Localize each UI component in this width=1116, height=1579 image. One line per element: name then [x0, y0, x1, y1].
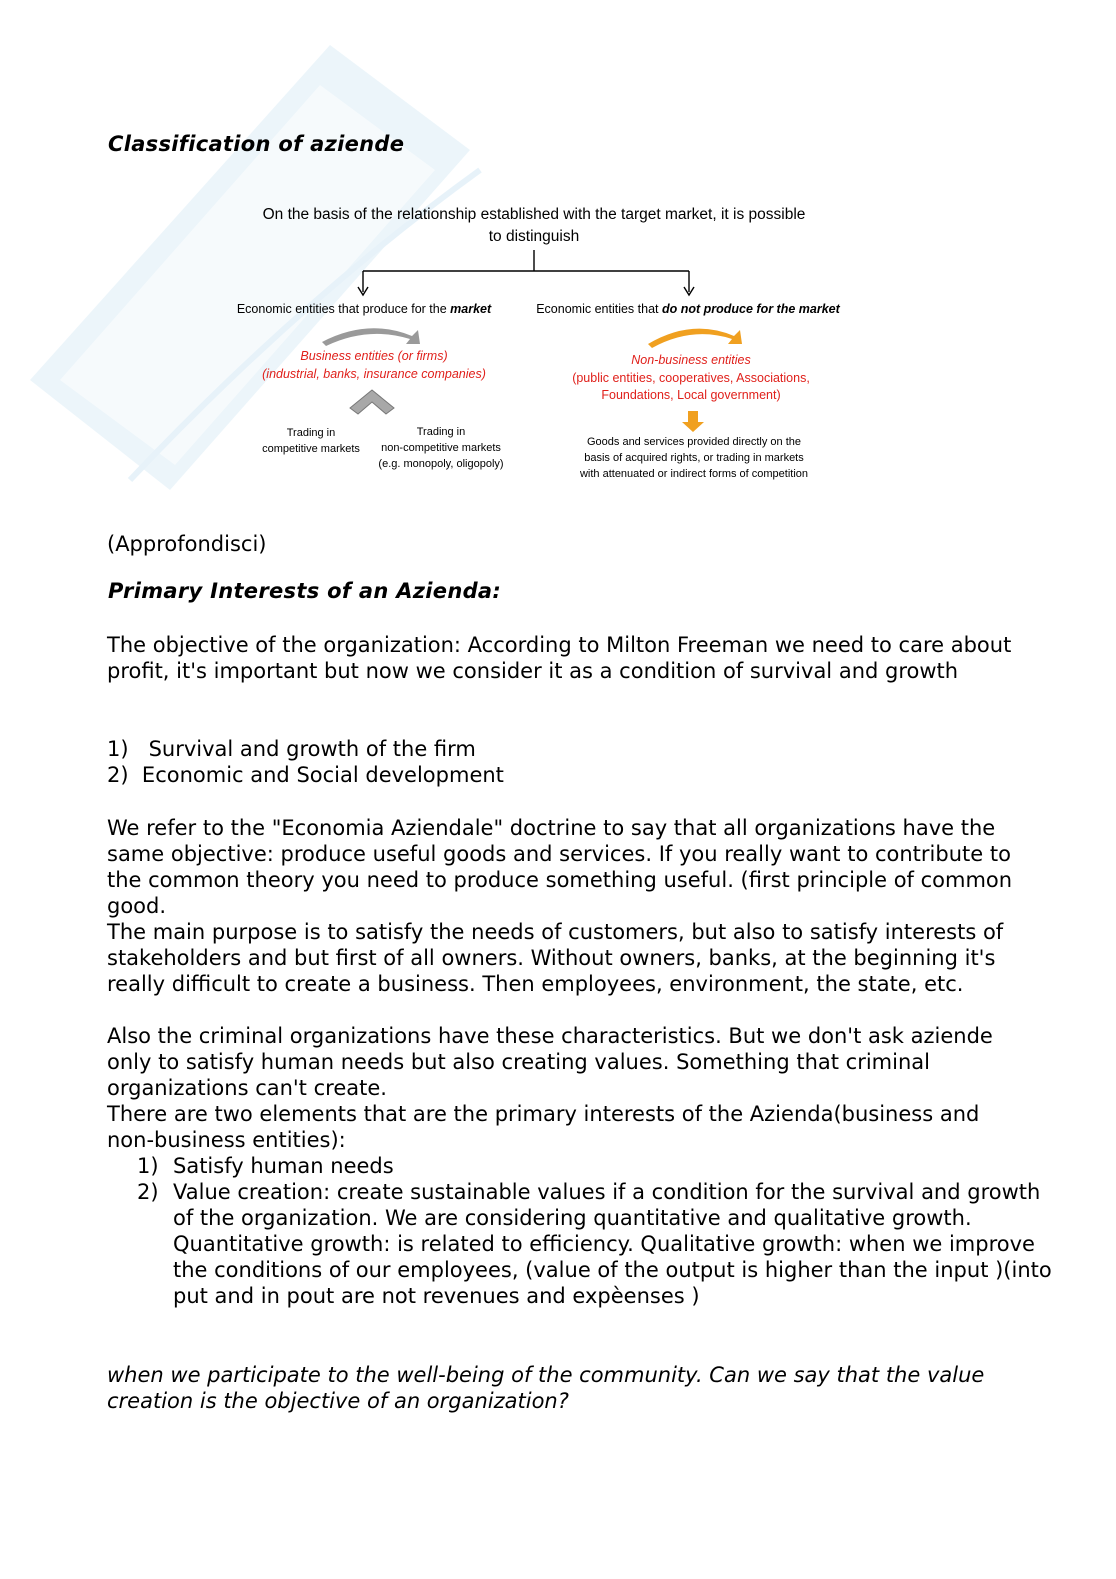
list-item: 1) Survival and growth of the firm — [107, 737, 476, 761]
paragraph-two-elements: There are two elements that are the primary interests of the Azienda(business and non-business entities): — [107, 1102, 980, 1153]
right-branch-label: Economic entities that do not produce for the market — [536, 302, 840, 316]
diagram-intro: On the basis of the relationship established with the target market, it is possible to distinguish — [262, 206, 806, 245]
paragraph-criminal-organizations: Also the criminal organizations have these characteristics. But we don't ask aziende only to satisfy human needs but also creating values. Something that criminal organizations can't create. — [107, 1024, 993, 1101]
orange-down-arrow — [682, 411, 704, 432]
paragraph-objective: The objective of the organization: According to Milton Freeman we need to care about profit, it's important but now we consider it as a condition of survival and growth — [107, 633, 1012, 684]
section-heading-primary-interests: Primary Interests of an Azienda: — [108, 579, 502, 603]
business-entities-label: Business entities (or firms) (industrial, banks, insurance companies) — [262, 349, 486, 381]
grey-curved-arrow — [322, 328, 420, 346]
non-competitive-markets-label: Trading in non-competitive markets (e.g. monopoly, oligopoly) — [378, 426, 504, 470]
classification-diagram — [0, 0, 1116, 520]
section-heading-classification: Classification of aziende — [108, 132, 405, 156]
closing-question: when we participate to the well-being of the community. Can we say that the value creation is the objective of an organization? — [107, 1363, 985, 1414]
list-objectives — [107, 736, 1027, 788]
competitive-markets-label: Trading in competitive markets — [262, 427, 360, 455]
orange-curved-arrow — [648, 329, 742, 348]
list-primary-interests — [138, 1153, 1063, 1310]
goods-services-description: Goods and services provided directly on the basis of acquired rights, or trading in markets with attenuated or indirect forms of competition — [579, 436, 809, 480]
non-business-entities-label: Non-business entities (public entities, cooperatives, Associations, Foundations, Local government) — [572, 353, 810, 402]
list-item: 2) Economic and Social development — [107, 763, 504, 788]
list-item: 2) Value creation: create sustainable values if a condition for the survival and growth of the organization. We are considering quantitative and qualitative growth. Quantitative growth: is related to efficiency. Qualitative growth: when we improve the conditions of our employees, (value of the output is higher than the input )(into put and in pout are not revenues and expèenses ) — [137, 1180, 1052, 1309]
left-branch-label: Economic entities that produce for the market — [236, 302, 492, 316]
paragraph-economia-aziendale: We refer to the "Economia Aziendale" doctrine to say that all organizations have the same objective: produce useful goods and services. If you really want to contribute to the common theory you need to produce something useful. (first principle of common good. — [107, 816, 1013, 919]
split-arrow — [350, 390, 394, 414]
paragraph-main-purpose: The main purpose is to satisfy the needs of customers, but also to satisfy interests of stakeholders and but first of all owners. Without owners, banks, at the beginning it's really difficult to create a business. Then employees, environment, the state, etc. — [107, 920, 1004, 997]
list-item: 1) Satisfy human needs — [137, 1154, 394, 1178]
approfondisci-link-text: (Approfondisci) — [107, 532, 267, 556]
